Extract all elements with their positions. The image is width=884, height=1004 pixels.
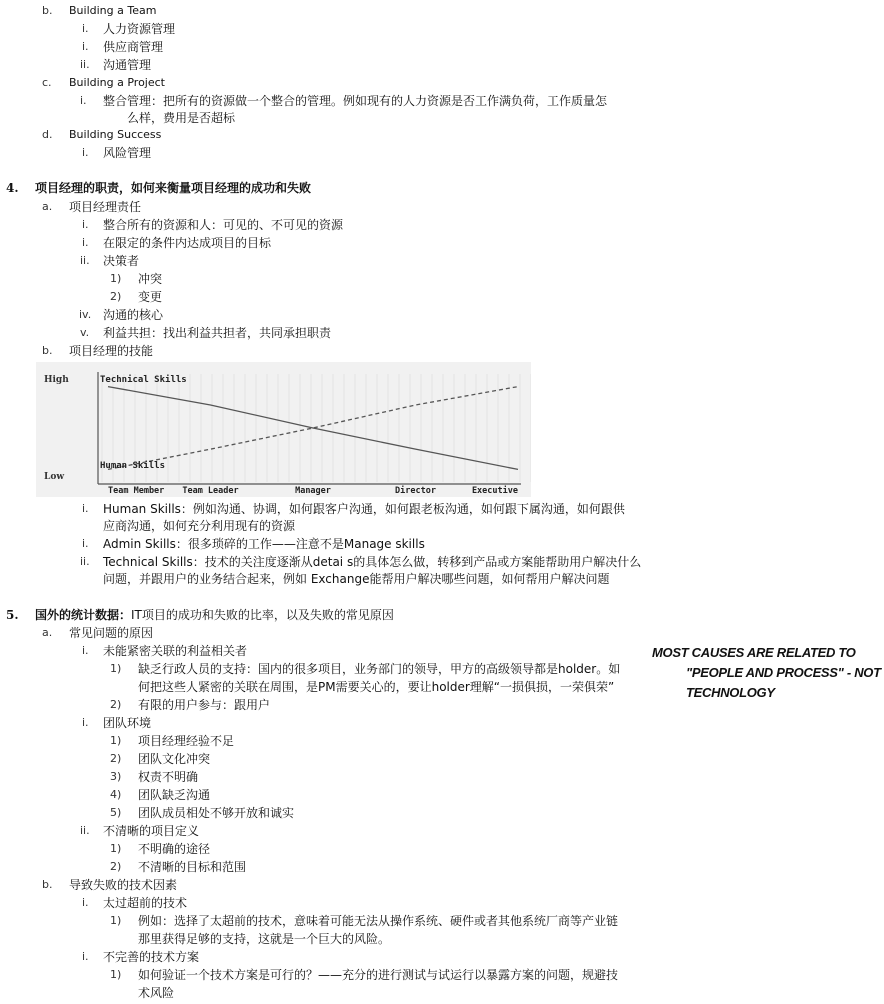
list-marker: a.	[42, 200, 53, 213]
x-tick-label: Executive	[471, 486, 518, 496]
section-number: 4.	[6, 181, 19, 195]
list-item: Technical Skills：技术的关注度逐渐从detai s的具体怎么做，转移到产品或方案能帮助用户解决什么	[103, 555, 642, 569]
list-marker: 1)	[110, 914, 122, 927]
list-marker: 4)	[110, 788, 122, 801]
list-item: 整合所有的资源和人：可见的、不可见的资源	[103, 218, 344, 232]
list-item: 团队环境	[103, 716, 152, 730]
section-4-title: 项目经理的职责，如何来衡量项目经理的成功和失败	[35, 181, 312, 195]
list-marker: d.	[42, 128, 53, 141]
series-label-technical-skills: Technical Skills	[100, 375, 187, 385]
x-tick-label: Manager	[295, 486, 331, 496]
list-item: 有限的用户参与：跟用户	[138, 698, 271, 712]
list-item: 整合管理：把所有的资源做一个整合的管理。例如现有的人力资源是否工作满负荷，工作质量怎	[103, 94, 608, 108]
list-marker: b.	[42, 344, 53, 357]
list-item: 在限定的条件内达成项目的目标	[103, 236, 272, 250]
heading-building-a-team: Building a Team	[69, 4, 157, 17]
list-marker: 2)	[110, 860, 122, 873]
y-label-low: Low	[44, 472, 65, 482]
list-item: 权责不明确	[138, 770, 199, 784]
list-marker: b.	[42, 4, 53, 17]
list-item: 沟通管理	[103, 58, 152, 72]
list-marker: i.	[80, 94, 87, 107]
list-marker: iv.	[79, 308, 92, 321]
list-marker: i.	[82, 40, 89, 53]
list-item: 项目经理经验不足	[138, 734, 235, 748]
section-5-title-rest: IT项目的成功和失败的比率，以及失败的常见原因	[131, 608, 394, 622]
x-tick-label: Team Member	[108, 486, 165, 496]
skills-chart	[36, 362, 531, 497]
side-note-line: MOST CAUSES ARE RELATED TO	[652, 645, 856, 660]
list-marker: 1)	[110, 734, 122, 747]
list-marker: 3)	[110, 770, 122, 783]
y-label-high: High	[44, 375, 69, 385]
list-item: 团队缺乏沟通	[138, 788, 211, 802]
list-marker: 1)	[110, 272, 122, 285]
subsection-title: 项目经理的技能	[69, 344, 154, 358]
subsection-title: 常见问题的原因	[69, 626, 154, 640]
list-marker: i.	[82, 218, 89, 231]
list-item-continuation: 应商沟通，如何充分利用现有的资源	[103, 519, 296, 533]
section-number: 5.	[6, 608, 19, 622]
list-item: Admin Skills：很多琐碎的工作——注意不是Manage skills	[103, 537, 425, 551]
list-item: 人力资源管理	[103, 22, 176, 36]
list-item: 不完善的技术方案	[103, 950, 200, 964]
list-marker: ii.	[80, 824, 90, 837]
list-marker: 1)	[110, 842, 122, 855]
subsection-title: 导致失败的技术因素	[69, 878, 178, 892]
list-item: 未能紧密关联的利益相关者	[103, 644, 248, 658]
list-item: 决策者	[103, 254, 140, 268]
list-marker: a.	[42, 626, 53, 639]
x-tick-label: Director	[395, 486, 436, 496]
list-item: 供应商管理	[103, 40, 164, 54]
section-5-title-bold: 国外的统计数据：	[35, 608, 132, 622]
list-item: 太过超前的技术	[103, 896, 188, 910]
list-marker: i.	[82, 537, 89, 550]
list-item: 例如：选择了太超前的技术，意味着可能无法从操作系统、硬件或者其他系统厂商等产业链	[138, 914, 619, 928]
list-item: 缺乏行政人员的支持：国内的很多项目，业务部门的领导，甲方的高级领导都是holder。如	[138, 662, 621, 676]
list-marker: i.	[82, 896, 89, 909]
heading-building-success: Building Success	[69, 128, 162, 141]
heading-building-a-project: Building a Project	[69, 76, 165, 89]
list-marker: ii.	[80, 58, 90, 71]
list-item-continuation: 何把这些人紧密的关联在周围，是PM需要关心的，要让holder理解“一损俱损，一荣俱荣”	[138, 680, 615, 694]
list-marker: 1)	[110, 662, 122, 675]
list-marker: 2)	[110, 290, 122, 303]
list-item: 不清晰的项目定义	[103, 824, 200, 838]
list-marker: 5)	[110, 806, 122, 819]
list-marker: ii.	[80, 254, 90, 267]
list-item: Human Skills：例如沟通、协调，如何跟客户沟通，如何跟老板沟通，如何跟下属沟通，如何跟供	[103, 502, 625, 516]
list-marker: i.	[82, 22, 89, 35]
list-item: 沟通的核心	[103, 308, 164, 322]
side-note-line: "PEOPLE AND PROCESS" - NOT	[686, 665, 881, 680]
side-note-line: TECHNOLOGY	[686, 685, 775, 700]
side-note	[652, 643, 884, 703]
list-marker: i.	[82, 644, 89, 657]
list-item: 利益共担：找出利益共担者，共同承担职责	[103, 326, 332, 340]
list-item: 风险管理	[103, 146, 152, 160]
list-item: 变更	[138, 290, 163, 304]
series-label-human-skills: Human Skills	[100, 461, 166, 471]
list-marker: i.	[82, 236, 89, 249]
list-item: 冲突	[138, 272, 163, 286]
x-tick-label: Team Leader	[182, 486, 239, 496]
list-marker: i.	[82, 146, 89, 159]
list-item-continuation: 么样，费用是否超标	[127, 111, 236, 125]
list-marker: b.	[42, 878, 53, 891]
list-marker: ii.	[80, 555, 90, 568]
list-marker: 1)	[110, 968, 122, 981]
list-item: 不明确的途径	[138, 842, 211, 856]
list-item-continuation: 术风险	[138, 986, 175, 1000]
list-item: 团队成员相处不够开放和诚实	[138, 806, 295, 820]
list-marker: v.	[80, 326, 90, 339]
list-marker: i.	[82, 502, 89, 515]
list-marker: 2)	[110, 698, 122, 711]
list-item: 团队文化冲突	[138, 752, 211, 766]
list-item-continuation: 问题，并跟用户的业务结合起来，例如 Exchange能帮用户解决哪些问题，如何帮用户解决问题	[103, 572, 610, 586]
section-5-title	[35, 607, 394, 623]
list-item: 如何验证一个技术方案是可行的？——充分的进行测试与试运行以暴露方案的问题，规避技	[138, 968, 619, 982]
list-marker: c.	[42, 76, 52, 89]
list-item: 不清晰的目标和范围	[138, 860, 247, 874]
list-marker: i.	[82, 950, 89, 963]
list-marker: i.	[82, 716, 89, 729]
list-item-continuation: 那里获得足够的支持，这就是一个巨大的风险。	[138, 932, 391, 946]
subsection-title: 项目经理责任	[69, 200, 142, 214]
list-marker: 2)	[110, 752, 122, 765]
